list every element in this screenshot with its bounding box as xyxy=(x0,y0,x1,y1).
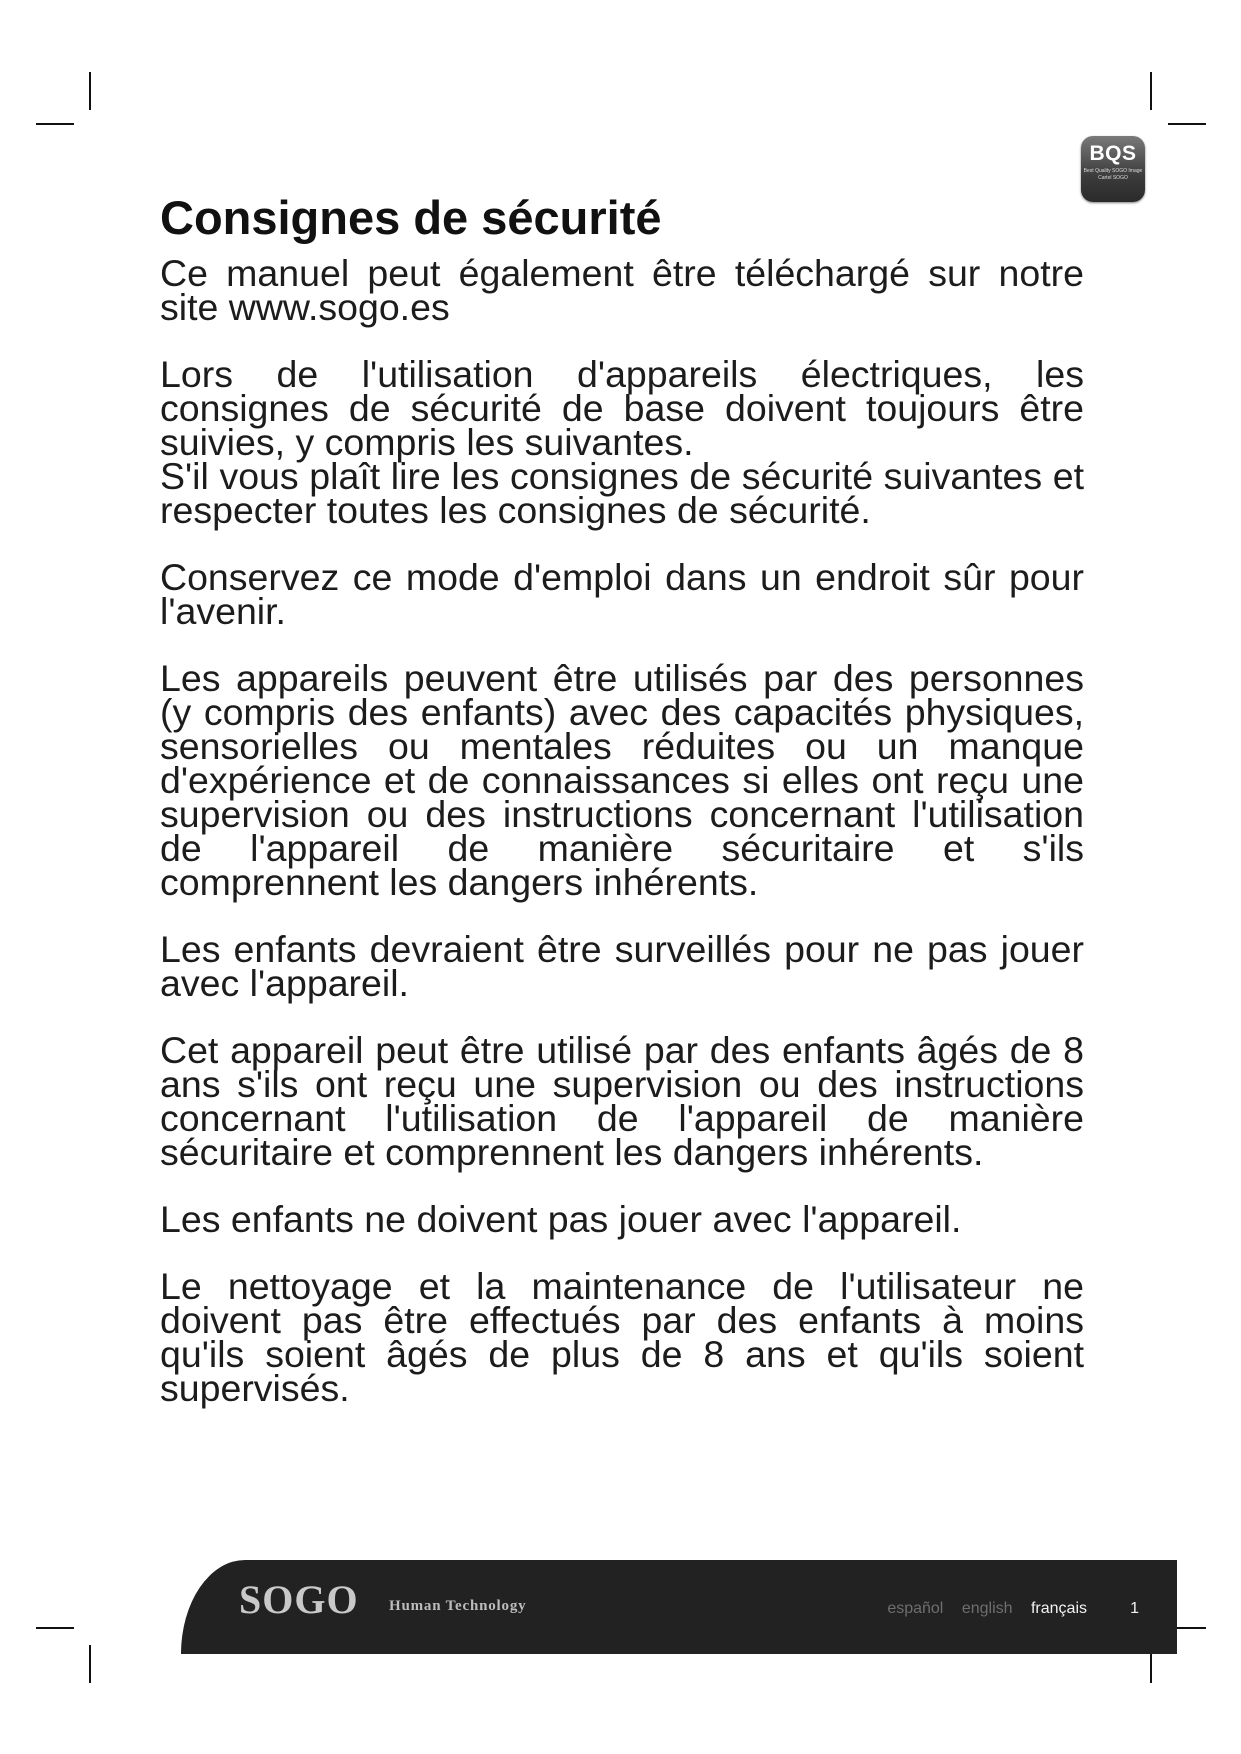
paragraph-keep-manual: Conservez ce mode d'emploi dans un endroit sûr pour l'avenir. xyxy=(160,556,1084,632)
sogo-logo: SOGO xyxy=(239,1577,359,1622)
safety-instructions xyxy=(160,252,1084,1438)
paragraph-read-instructions: S'il vous plaît lire les consignes de sécurité suivantes et respecter toutes les consignes de sécurité. xyxy=(160,455,1084,531)
crop-mark xyxy=(36,123,74,125)
language-francais[interactable]: français xyxy=(1030,1600,1087,1617)
language-list xyxy=(873,1600,1087,1618)
crop-mark xyxy=(1150,72,1152,110)
paragraph-no-playing: Les enfants ne doivent pas jouer avec l'appareil. xyxy=(160,1198,962,1240)
bqs-badge-label: BQS xyxy=(1089,142,1137,165)
brand-tagline: Human Technology xyxy=(389,1598,527,1614)
paragraph-download-info: Ce manuel peut également être téléchargé sur notre site www.sogo.es xyxy=(160,252,1084,328)
paragraph-reduced-capabilities: Les appareils peuvent être utilisés par des personnes (y compris des enfants) avec des capacités physiques, sensorielles ou mentales réduites ou un manque d'expérience et de connaissances si elles ont reçu une supervision ou des instructions concernant l'utilisation de l'appareil de manière sécuritaire et s'ils comprennent les dangers inhérents. xyxy=(160,657,1084,903)
language-espanol[interactable]: español xyxy=(887,1600,944,1617)
crop-mark xyxy=(36,1627,74,1629)
page-title: Consignes de sécurité xyxy=(160,191,662,244)
language-english[interactable]: english xyxy=(961,1600,1013,1617)
bqs-badge-subtext: Best Quality SOGO Image Cartel SOGO xyxy=(1083,168,1143,181)
paragraph-basic-precautions: Lors de l'utilisation d'appareils électriques, les consignes de sécurité de base doivent toujours être suivies, y compris les suivantes. xyxy=(160,353,1084,463)
crop-mark xyxy=(89,1645,91,1683)
page-number: 1 xyxy=(1130,1600,1139,1617)
bqs-badge xyxy=(1081,136,1145,202)
paragraph-supervise-children: Les enfants devraient être surveillés pour ne pas jouer avec l'appareil. xyxy=(160,928,1084,1004)
paragraph-cleaning-maintenance: Le nettoyage et la maintenance de l'utilisateur ne doivent pas être effectués par des enfants à moins qu'ils soient âgés de plus de 8 ans et qu'ils soient supervisés. xyxy=(160,1265,1084,1409)
paragraph-children-age-8: Cet appareil peut être utilisé par des enfants âgés de 8 ans s'ils ont reçu une supervision ou des instructions concernant l'utilisation de l'appareil de manière sécuritaire et comprennent les dangers inhérents. xyxy=(160,1029,1084,1173)
crop-mark xyxy=(1168,123,1206,125)
crop-mark xyxy=(89,72,91,110)
footer-bar xyxy=(181,1560,1177,1654)
